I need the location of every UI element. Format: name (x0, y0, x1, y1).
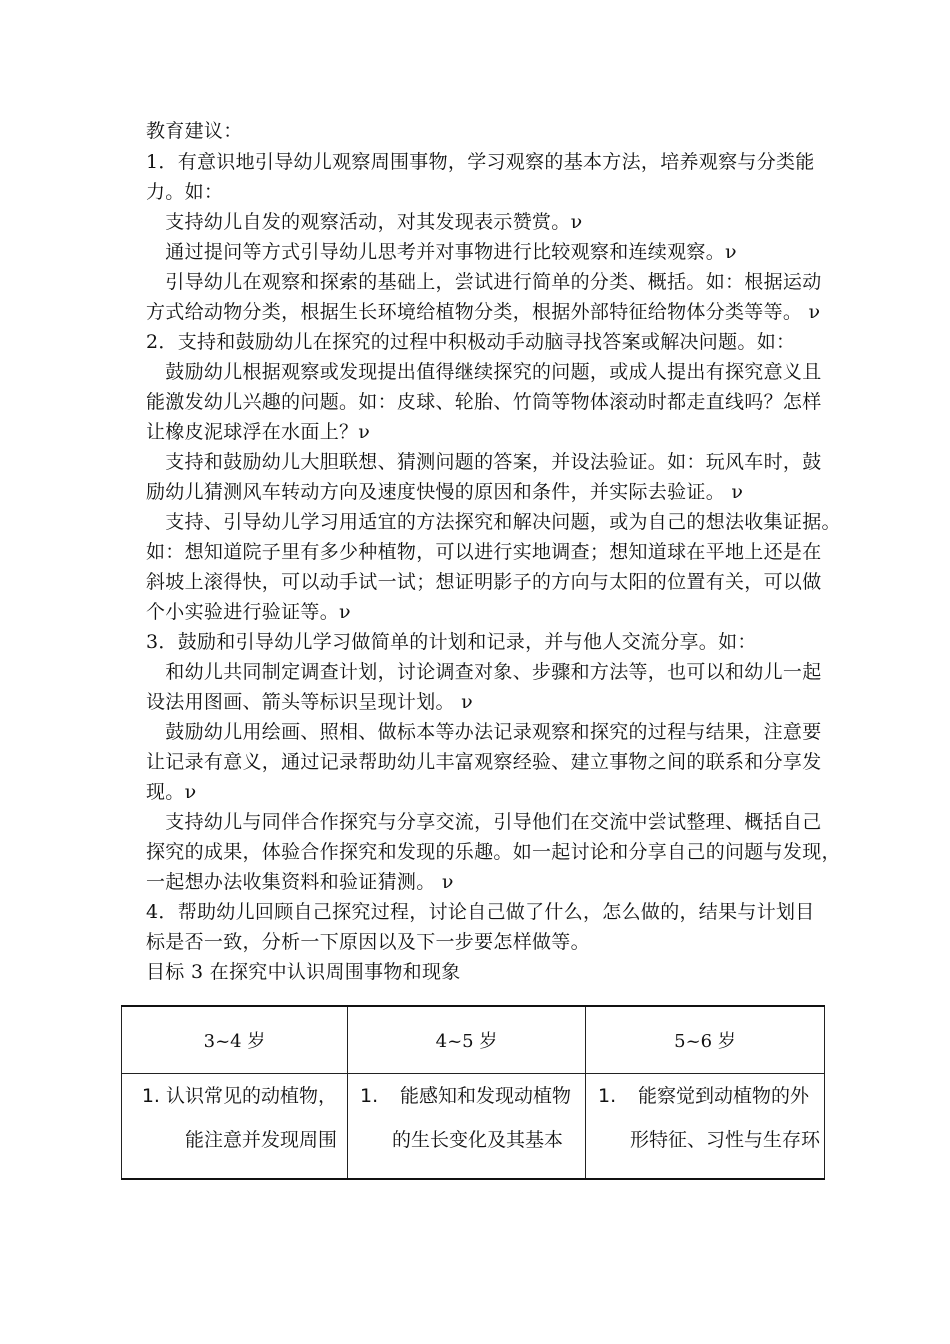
text-line: 励幼儿猜测风车转动方向及速度快慢的原因和条件，并实际去验证。 ν (146, 481, 744, 503)
text-line: 如：想知道院子里有多少种植物，可以进行实地调查；想知道球在平地上还是在 (146, 541, 822, 563)
cell-text: 的生长变化及其基本 (392, 1129, 564, 1151)
text-line: 支持幼儿与同伴合作探究与分享交流，引导他们在交流中尝试整理、概括自己 (146, 811, 822, 833)
cell-text: 1. 认识常见的动植物， (141, 1085, 337, 1107)
text-line: 方式给动物分类，根据生长环境给植物分类，根据外部特征给物体分类等等。 ν (146, 301, 821, 323)
text-line: 能激发幼儿兴趣的问题。如：皮球、轮胎、竹筒等物体滚动时都走直线吗？怎样 (146, 391, 822, 413)
text-line: 和幼儿共同制定调查计划，讨论调查对象、步骤和方法等，也可以和幼儿一起 (146, 661, 822, 683)
text-line: 鼓励幼儿根据观察或发现提出值得继续探究的问题，或成人提出有探究意义且 (146, 361, 822, 383)
cell-text: 能察觉到动植物的外 (638, 1085, 810, 1107)
table-header-row (122, 1006, 825, 1074)
cell-text: 能注意并发现周围 (184, 1129, 337, 1151)
text-line: 力。如： (146, 181, 224, 203)
text-line: 斜坡上滚得快，可以动手试一试；想证明影子的方向与太阳的位置有关，可以做 (146, 571, 822, 593)
text-line: 个小实验进行验证等。ν (146, 601, 351, 623)
text-line: 鼓励幼儿用绘画、照相、做标本等办法记录观察和探究的过程与结果，注意要 (146, 721, 822, 743)
section-heading: 教育建议： (146, 120, 243, 142)
text-line: 设法用图画、箭头等标识呈现计划。 ν (146, 691, 473, 713)
text-line: 现。ν (146, 781, 197, 803)
text-line: 1．有意识地引导幼儿观察周围事物，学习观察的基本方法，培养观察与分类能 (146, 151, 815, 173)
cell-text: 能感知和发现动植物 (400, 1085, 572, 1107)
cell-age-3-4 (122, 1074, 348, 1180)
header-age-3-4: 3~4 岁 (122, 1006, 348, 1074)
cell-age-5-6 (586, 1074, 825, 1180)
text-line: 探究的成果，体验合作探究和发现的乐趣。如一起讨论和分享自己的问题与发现， (146, 841, 841, 863)
text-line: 3．鼓励和引导幼儿学习做简单的计划和记录，并与他人交流分享。如： (146, 631, 757, 653)
cell-age-4-5 (348, 1074, 586, 1180)
text-line: 4．帮助幼儿回顾自己探究过程，讨论自己做了什么，怎么做的，结果与计划目 (146, 901, 815, 923)
table-row (122, 1074, 825, 1180)
text-line: 支持、引导幼儿学习用适宜的方法探究和解决问题，或为自己的想法收集证据。 (146, 511, 841, 533)
text-line: 让橡皮泥球浮在水面上？ν (146, 421, 371, 443)
cell-text: 形特征、习性与生存环 (630, 1129, 821, 1151)
text-line: 让记录有意义，通过记录帮助幼儿丰富观察经验、建立事物之间的联系和分享发 (146, 751, 822, 773)
goal-heading: 目标 3 在探究中认识周围事物和现象 (146, 961, 461, 983)
text-line: 一起想办法收集资料和验证猜测。 ν (146, 871, 454, 893)
item-number: 1. (598, 1085, 617, 1107)
text-line: 2．支持和鼓励幼儿在探究的过程中积极动手动脑寻找答案或解决问题。如： (146, 331, 796, 353)
text-line: 支持和鼓励幼儿大胆联想、猜测问题的答案，并设法验证。如：玩风车时，鼓 (146, 451, 822, 473)
text-line: 通过提问等方式引导幼儿思考并对事物进行比较观察和连续观察。ν (146, 241, 737, 263)
text-line: 引导幼儿在观察和探索的基础上，尝试进行简单的分类、概括。如：根据运动 (146, 271, 822, 293)
header-age-4-5: 4~5 岁 (348, 1006, 586, 1074)
goal-table (121, 1005, 825, 1180)
item-number: 1. (360, 1085, 379, 1107)
text-line: 支持幼儿自发的观察活动，对其发现表示赞赏。ν (146, 211, 583, 233)
header-age-5-6: 5~6 岁 (586, 1006, 825, 1074)
text-line: 标是否一致，分析一下原因以及下一步要怎样做等。 (146, 931, 590, 953)
